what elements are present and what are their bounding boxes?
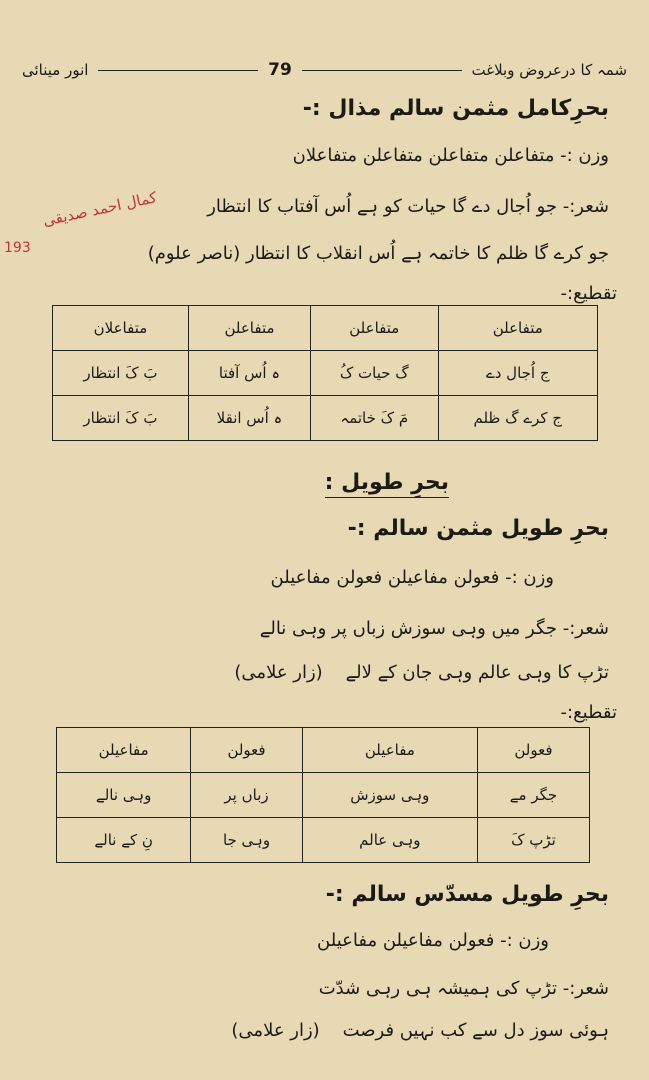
kamil-taqti-table — [52, 305, 598, 441]
table-cell: وہی عالم — [302, 818, 477, 863]
table-cell: فعولن — [191, 728, 303, 773]
table-cell: جگر مے — [477, 773, 589, 818]
table-row — [57, 818, 590, 863]
table-cell: ہ اُس آفتا — [188, 351, 310, 396]
table-cell: وہی سوزش — [302, 773, 477, 818]
taweel-musamman-wazn: وزن :- فعولن مفاعیلن فعولن مفاعیلن — [270, 567, 554, 588]
table-cell: مفاعیلن — [57, 728, 191, 773]
table-cell: تڑپ کَ — [477, 818, 589, 863]
margin-handwritten-note: کمال احمد صدیقی — [41, 188, 159, 230]
table-row — [53, 396, 598, 441]
table-cell: مفاعیلن — [302, 728, 477, 773]
page-header — [22, 56, 627, 84]
taweel-musaddas-title: بحرِ طویل مسدّس سالم :- — [325, 882, 609, 907]
taweel-heading-text: بحرِ طویل : — [325, 470, 449, 498]
table-cell: ج اُجال دے — [438, 351, 598, 396]
table-cell: وہی جا — [191, 818, 303, 863]
header-rule-left — [98, 70, 258, 71]
table-row — [53, 351, 598, 396]
taweel-musaddas-sher-line2 — [30, 1020, 609, 1041]
table-row — [53, 306, 598, 351]
taweel-musamman-sher-line2-text: تڑپ کا وہی عالم وہی جان کے لالے — [345, 662, 609, 683]
taweel-heading — [30, 470, 449, 498]
table-cell: بَ کَ انتظار — [53, 396, 189, 441]
kamil-wazn: وزن :- متفاعلن متفاعلن متفاعلن متفاعلان — [292, 145, 609, 166]
table-cell: ہ اُس انقلا — [188, 396, 310, 441]
table-cell: وہی نالے — [57, 773, 191, 818]
table-cell: متفاعلان — [53, 306, 189, 351]
taweel-musaddas-sher-line1: شعر:- تڑپ کی ہمیشہ ہی رہی شدّت — [318, 978, 609, 999]
kamil-sher-line2-text: جو کرے گا ظلم کا خاتمہ ہے اُس انقلاب کا انتظار — [246, 243, 609, 264]
kamil-taqti-label: تقطیع:- — [560, 283, 617, 304]
taweel-musamman-title: بحرِ طویل مثمن سالم :- — [347, 516, 609, 541]
table-cell: فعولن — [477, 728, 589, 773]
header-rule-right — [302, 70, 462, 71]
table-cell: متفاعلن — [188, 306, 310, 351]
table-cell: متفاعلن — [438, 306, 598, 351]
table-cell: متفاعلن — [311, 306, 438, 351]
page-number: 79 — [268, 60, 292, 80]
taweel-musaddas-sher-line2-text: ہوئی سوز دل سے کب نہیں فرصت — [342, 1020, 609, 1041]
header-book-title: شمہ کا درعروض وبلاغت — [471, 61, 628, 79]
kamil-poet: (ناصر علوم) — [147, 243, 241, 264]
header-author: انور مینائی — [22, 61, 89, 79]
taweel-musamman-taqti-label: تقطیع:- — [560, 702, 617, 723]
table-cell: زباں پر — [191, 773, 303, 818]
margin-number: 193 — [4, 240, 31, 256]
kamil-sher-line1: شعر:- جو اُجال دے گا حیات کو ہے اُس آفتاب کا انتظار — [207, 196, 609, 217]
table-row — [57, 773, 590, 818]
table-cell: بَ کَ انتظار — [53, 351, 189, 396]
table-cell: مَ کَ خاتمہ — [311, 396, 438, 441]
taweel-musamman-sher-line2 — [30, 662, 609, 683]
kamil-sher-line2 — [30, 243, 609, 264]
taweel-musamman-taqti-table — [56, 727, 590, 863]
kamil-title: بحرِکامل مثمن سالم مذال :- — [302, 96, 609, 121]
taweel-musamman-poet: (زار علامی) — [234, 662, 323, 683]
table-row — [57, 728, 590, 773]
taweel-musaddas-poet: (زار علامی) — [231, 1020, 320, 1041]
taweel-musaddas-wazn: وزن :- فعولن مفاعیلن مفاعیلن — [317, 930, 549, 951]
table-cell: ج کرے گ ظلم — [438, 396, 598, 441]
table-cell: نِ کے نالے — [57, 818, 191, 863]
taweel-musamman-sher-line1: شعر:- جگر میں وہی سوزش زباں پر وہی نالے — [259, 618, 609, 639]
table-cell: گ حیات کُ — [311, 351, 438, 396]
